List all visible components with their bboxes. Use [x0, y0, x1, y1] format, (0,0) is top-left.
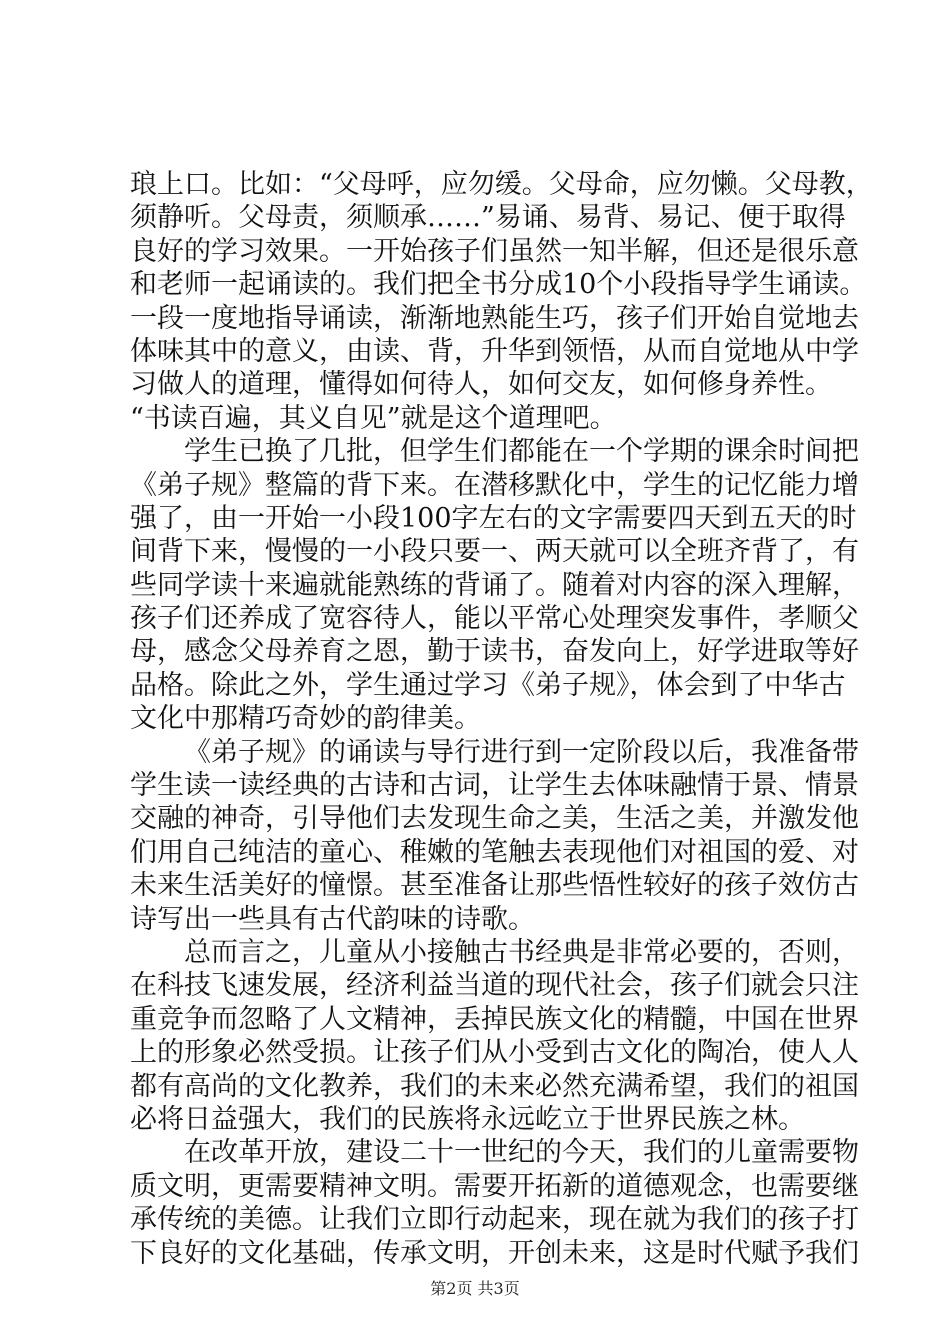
text-line: 上的形象必然受损。让孩子们从小受到古文化的陶冶，使人人: [130, 1037, 859, 1069]
text-line: 承传统的美德。让我们立即行动起来，现在就为我们的孩子打: [130, 1204, 859, 1236]
document-body: [130, 168, 873, 1270]
text-line: 体味其中的意义，由读、背，升华到领悟，从而自觉地从中学: [130, 335, 859, 367]
text-line: 重竞争而忽略了人文精神，丢掉民族文化的精髓，中国在世界: [130, 1003, 859, 1035]
text-line: 学生读一读经典的古诗和古词，让学生去体味融情于景、情景: [130, 770, 859, 802]
text-line: 诗写出一些具有古代韵味的诗歌。: [130, 903, 535, 935]
text-line: 都有高尚的文化教养，我们的未来必然充满希望，我们的祖国: [130, 1070, 859, 1102]
text-line: 必将日益强大，我们的民族将永远屹立于世界民族之林。: [130, 1103, 805, 1135]
page-footer: 第2页 共3页: [430, 1279, 520, 1298]
text-line: 《弟子规》整篇的背下来。在潜移默化中，学生的记忆能力增: [130, 469, 859, 501]
text-line: 们用自己纯洁的童心、稚嫩的笔触去表现他们对祖国的爱、对: [130, 836, 859, 868]
text-line: 孩子们还养成了宽容待人，能以平常心处理突发事件，孝顺父: [130, 603, 859, 635]
text-line: 品格。除此之外，学生通过学习《弟子规》，体会到了中华古: [130, 669, 846, 701]
text-line: 在科技飞速发展，经济利益当道的现代社会，孩子们就会只注: [130, 970, 859, 1002]
text-line: 和老师一起诵读的。我们把全书分成10个小段指导学生诵读。: [130, 269, 867, 301]
text-line: 琅上口。比如：“父母呼，应勿缓。父母命，应勿懒。父母教，: [130, 169, 873, 200]
text-line: 良好的学习效果。一开始孩子们虽然一知半解，但还是很乐意: [130, 235, 859, 267]
paragraph-first-line: 在改革开放，建设二十一世纪的今天，我们的儿童需要物: [184, 1137, 859, 1169]
paragraph-first-line: 总而言之，儿童从小接触古书经典是非常必要的，否则，: [184, 936, 859, 968]
paragraph-first-line: 学生已换了几批，但学生们都能在一个学期的课余时间把: [184, 436, 859, 468]
text-line: 习做人的道理，懂得如何待人，如何交友，如何修身养性。: [130, 369, 832, 401]
text-line: 一段一度地指导诵读，渐渐地熟能生巧，孩子们开始自觉地去: [130, 302, 859, 334]
text-line: 文化中那精巧奇妙的韵律美。: [130, 703, 481, 735]
text-line: 质文明，更需要精神文明。需要开拓新的道德观念，也需要继: [130, 1170, 859, 1202]
text-line: 须静听。父母责，须顺承……”易诵、易背、易记、便于取得: [130, 202, 846, 234]
text-line: 强了，由一开始一小段100字左右的文字需要四天到五天的时: [130, 502, 857, 534]
text-line: 下良好的文化基础，传承文明，开创未来，这是时代赋予我们: [130, 1237, 859, 1269]
text-line: 间背下来，慢慢的一小段只要一、两天就可以全班齐背了，有: [130, 536, 859, 568]
text-line: 母，感念父母养育之恩，勤于读书，奋发向上，好学进取等好: [130, 636, 859, 668]
paragraph-first-line: 《弟子规》的诵读与导行进行到一定阶段以后，我准备带: [184, 736, 859, 768]
text-line: 交融的神奇，引导他们去发现生命之美，生活之美，并激发他: [130, 803, 859, 835]
text-line: 些同学读十来遍就能熟练的背诵了。随着对内容的深入理解，: [130, 569, 859, 601]
text-line: “书读百遍，其义自见”就是这个道理吧。: [130, 402, 617, 434]
text-line: 未来生活美好的憧憬。甚至准备让那些悟性较好的孩子效仿古: [130, 870, 859, 902]
